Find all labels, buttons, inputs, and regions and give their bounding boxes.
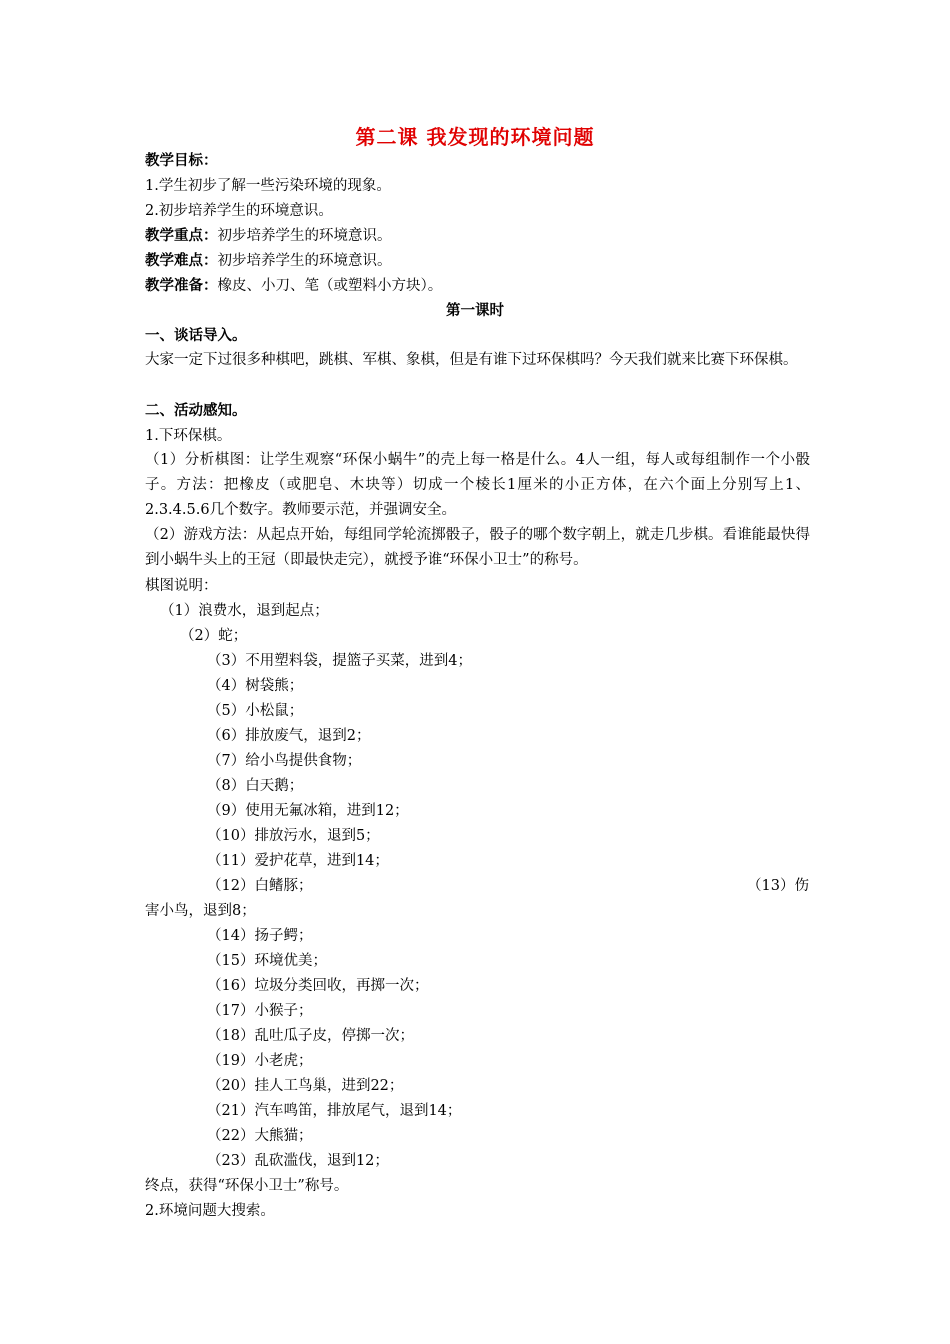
rule-15: （15）环境优美； xyxy=(207,953,327,969)
goal-1: 1.学生初步了解一些污染环境的现象。 xyxy=(145,178,391,194)
rule-1: （1）浪费水，退到起点； xyxy=(160,603,329,619)
rule-11: （11）爱护花草，进到14； xyxy=(207,853,389,869)
period-heading: 第一课时 xyxy=(446,303,504,319)
goals-heading: 教学目标： xyxy=(145,153,218,169)
game-rules-paragraph: （2）游戏方法：从起点开始，每组同学轮流掷骰子，骰子的哪个数字朝上，就走几步棋。看谁能最快得到小蜗牛头上的王冠（即最快走完），就授予谁“环保小卫士”的称号。 xyxy=(145,527,810,568)
key-point-label: 教学重点： xyxy=(145,228,218,244)
preparation-row xyxy=(145,276,810,296)
rule-13-end: 害小鸟，退到8； xyxy=(145,903,256,919)
rule-4: （4）树袋熊； xyxy=(207,678,304,694)
end-point-text: 终点，获得“环保小卫士”称号。 xyxy=(145,1178,349,1194)
rule-6: （6）排放废气，退到2； xyxy=(207,728,371,744)
rule-5: （5）小松鼠； xyxy=(207,703,304,719)
rule-7: （7）给小鸟提供食物； xyxy=(207,753,362,769)
item-1-heading: 1.下环保棋。 xyxy=(145,428,232,444)
rule-3: （3）不用塑料袋，提篮子买菜，进到4； xyxy=(207,653,472,669)
key-point-row xyxy=(145,226,810,246)
rule-23: （23）乱砍滥伐，退到12； xyxy=(207,1153,389,1169)
rule-8: （8）白天鹅； xyxy=(207,778,304,794)
rule-22: （22）大熊猫； xyxy=(207,1128,313,1144)
goal-2: 2.初步培养学生的环境意识。 xyxy=(145,203,333,219)
key-point-text: 初步培养学生的环境意识。 xyxy=(217,228,392,244)
intro-paragraph: 大家一定下过很多种棋吧，跳棋、军棋、象棋，但是有谁下过环保棋吗？今天我们就来比赛下环保棋。 xyxy=(145,352,798,368)
rule-12: （12）白鳍豚； xyxy=(207,878,313,894)
difficulty-label: 教学难点： xyxy=(145,253,218,269)
analysis-paragraph: （1）分析棋图：让学生观察“环保小蜗牛”的壳上每一格是什么。4人一组，每人或每组制作一个小骰子。方法：把橡皮（或肥皂、木块等）切成一个棱长1厘米的小正方体，在六个面上分别写上1、2.3.4.5.6几个数字。教师要示范，并强调安全。 xyxy=(145,452,810,518)
lesson-title: 第二课 我发现的环境问题 xyxy=(355,125,595,149)
section-1-heading: 一、谈话导入。 xyxy=(145,328,247,344)
rule-18: （18）乱吐瓜子皮，停掷一次； xyxy=(207,1028,414,1044)
preparation-label: 教学准备： xyxy=(145,278,218,294)
rule-14: （14）扬子鳄； xyxy=(207,928,313,944)
rule-2: （2）蛇； xyxy=(180,628,248,644)
preparation-text: 橡皮、小刀、笔（或塑料小方块）。 xyxy=(217,278,443,294)
section-2-heading: 二、活动感知。 xyxy=(145,403,247,419)
difficulty-row xyxy=(145,251,810,271)
difficulty-text: 初步培养学生的环境意识。 xyxy=(217,253,392,269)
rule-20: （20）挂人工鸟巢，进到22； xyxy=(207,1078,404,1094)
rule-13-start: （13）伤 xyxy=(747,878,809,894)
item-2-heading: 2.环境问题大搜索。 xyxy=(145,1203,275,1219)
rule-10: （10）排放污水，退到5； xyxy=(207,828,380,844)
rule-19: （19）小老虎； xyxy=(207,1053,313,1069)
rule-17: （17）小猴子； xyxy=(207,1003,313,1019)
chart-explanation-label: 棋图说明： xyxy=(145,578,218,594)
rule-21: （21）汽车鸣笛，排放尾气，退到14； xyxy=(207,1103,462,1119)
rule-9: （9）使用无氟冰箱，进到12； xyxy=(207,803,409,819)
rule-16: （16）垃圾分类回收，再掷一次； xyxy=(207,978,429,994)
